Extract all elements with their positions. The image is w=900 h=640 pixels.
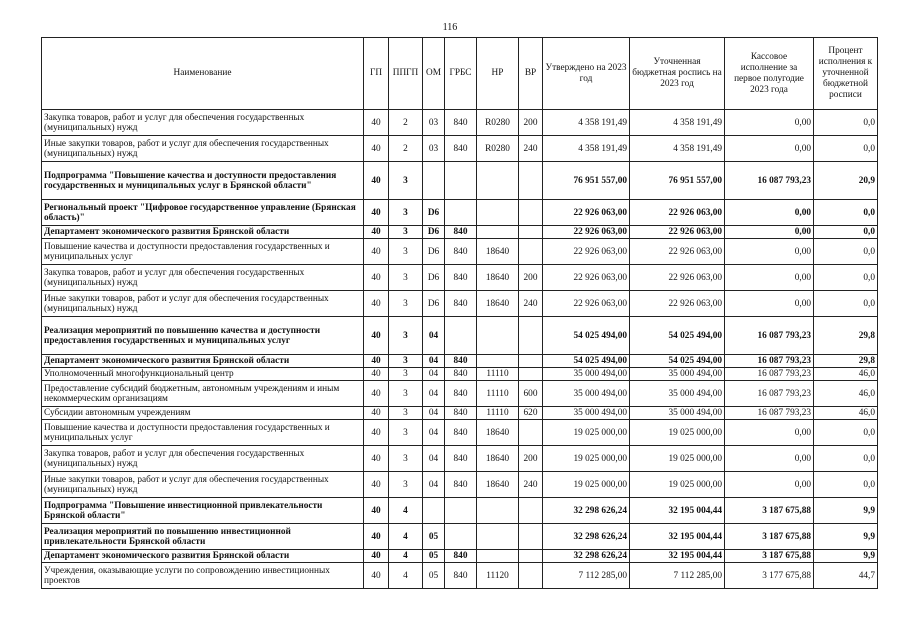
header-refined: Уточненная бюджетная роспись на 2023 год	[630, 38, 725, 110]
cell-cash: 16 087 793,23	[725, 407, 814, 420]
cell-gp: 40	[364, 563, 389, 589]
cell-grbs: 840	[445, 355, 477, 368]
cell-np	[477, 550, 519, 563]
cell-cash: 0,00	[725, 226, 814, 239]
cell-approved: 35 000 494,00	[543, 381, 630, 407]
cell-name: Реализация мероприятий по повышению качества и доступности предоставления государственных и муниципальных услуг	[42, 317, 364, 355]
cell-vr	[519, 355, 543, 368]
cell-name: Учреждения, оказывающие услуги по сопровождению инвестиционных проектов	[42, 563, 364, 589]
cell-vr	[519, 550, 543, 563]
cell-percent: 46,0	[814, 368, 878, 381]
cell-ppgp: 2	[389, 136, 423, 162]
cell-approved: 76 951 557,00	[543, 162, 630, 200]
cell-np: R0280	[477, 136, 519, 162]
cell-ppgp: 3	[389, 200, 423, 226]
cell-vr	[519, 368, 543, 381]
cell-ppgp: 3	[389, 317, 423, 355]
cell-om: 05	[423, 524, 445, 550]
cell-vr	[519, 317, 543, 355]
cell-refined: 22 926 063,00	[630, 200, 725, 226]
cell-approved: 22 926 063,00	[543, 291, 630, 317]
cell-ppgp: 3	[389, 407, 423, 420]
cell-approved: 19 025 000,00	[543, 472, 630, 498]
header-approved: Утверждено на 2023 год	[543, 38, 630, 110]
cell-ppgp: 3	[389, 239, 423, 265]
header-cash: Кассовое исполнение за первое полугодие 2023 года	[725, 38, 814, 110]
cell-grbs: 840	[445, 226, 477, 239]
cell-percent: 0,0	[814, 200, 878, 226]
cell-om	[423, 162, 445, 200]
cell-gp: 40	[364, 381, 389, 407]
cell-name: Иные закупки товаров, работ и услуг для обеспечения государственных (муниципальных) нужд	[42, 136, 364, 162]
cell-approved: 7 112 285,00	[543, 563, 630, 589]
cell-cash: 16 087 793,23	[725, 368, 814, 381]
cell-name: Департамент экономического развития Брянской области	[42, 226, 364, 239]
cell-cash: 0,00	[725, 110, 814, 136]
cell-percent: 0,0	[814, 136, 878, 162]
header-vr: ВР	[519, 38, 543, 110]
cell-grbs	[445, 498, 477, 524]
table-row	[42, 226, 878, 239]
cell-approved: 32 298 626,24	[543, 524, 630, 550]
cell-gp: 40	[364, 162, 389, 200]
table-row	[42, 381, 878, 407]
cell-name: Закупка товаров, работ и услуг для обеспечения государственных (муниципальных) нужд	[42, 265, 364, 291]
cell-vr	[519, 524, 543, 550]
cell-cash: 0,00	[725, 472, 814, 498]
cell-refined: 22 926 063,00	[630, 226, 725, 239]
table-row	[42, 265, 878, 291]
table-row	[42, 239, 878, 265]
cell-vr: 200	[519, 265, 543, 291]
cell-gp: 40	[364, 355, 389, 368]
table-row	[42, 563, 878, 589]
cell-gp: 40	[364, 407, 389, 420]
header-ppgp: ППГП	[389, 38, 423, 110]
cell-grbs: 840	[445, 420, 477, 446]
cell-refined: 22 926 063,00	[630, 239, 725, 265]
cell-np: 18640	[477, 291, 519, 317]
cell-cash: 16 087 793,23	[725, 381, 814, 407]
cell-om: 05	[423, 563, 445, 589]
cell-refined: 54 025 494,00	[630, 355, 725, 368]
cell-grbs: 840	[445, 446, 477, 472]
cell-ppgp: 4	[389, 563, 423, 589]
cell-vr: 240	[519, 136, 543, 162]
cell-cash: 0,00	[725, 265, 814, 291]
cell-name: Предоставление субсидий бюджетным, автономным учреждениям и иным некоммерческим организациям	[42, 381, 364, 407]
cell-cash: 0,00	[725, 446, 814, 472]
cell-grbs	[445, 162, 477, 200]
cell-percent: 44,7	[814, 563, 878, 589]
cell-om: 04	[423, 381, 445, 407]
cell-vr	[519, 498, 543, 524]
cell-refined: 54 025 494,00	[630, 317, 725, 355]
cell-np	[477, 355, 519, 368]
cell-grbs: 840	[445, 291, 477, 317]
table-row	[42, 162, 878, 200]
cell-refined: 32 195 004,44	[630, 498, 725, 524]
header-name: Наименование	[42, 38, 364, 110]
cell-approved: 22 926 063,00	[543, 265, 630, 291]
cell-percent: 0,0	[814, 239, 878, 265]
cell-ppgp: 3	[389, 368, 423, 381]
cell-name: Подпрограмма "Повышение качества и доступности предоставления государственных и муниципальных услуг в Брянской области"	[42, 162, 364, 200]
cell-om: 04	[423, 355, 445, 368]
cell-vr	[519, 162, 543, 200]
cell-ppgp: 3	[389, 291, 423, 317]
cell-gp: 40	[364, 368, 389, 381]
cell-om: D6	[423, 200, 445, 226]
cell-vr: 240	[519, 472, 543, 498]
cell-gp: 40	[364, 200, 389, 226]
cell-approved: 4 358 191,49	[543, 110, 630, 136]
cell-cash: 3 187 675,88	[725, 498, 814, 524]
cell-np: 18640	[477, 472, 519, 498]
cell-cash: 3 187 675,88	[725, 550, 814, 563]
cell-cash: 0,00	[725, 420, 814, 446]
cell-ppgp: 3	[389, 446, 423, 472]
cell-percent: 0,0	[814, 291, 878, 317]
cell-cash: 3 177 675,88	[725, 563, 814, 589]
cell-refined: 19 025 000,00	[630, 472, 725, 498]
cell-gp: 40	[364, 265, 389, 291]
table-row	[42, 291, 878, 317]
cell-np: 11110	[477, 368, 519, 381]
cell-gp: 40	[364, 524, 389, 550]
cell-refined: 7 112 285,00	[630, 563, 725, 589]
cell-percent: 29,8	[814, 355, 878, 368]
cell-vr	[519, 239, 543, 265]
cell-approved: 32 298 626,24	[543, 498, 630, 524]
header-np: НР	[477, 38, 519, 110]
cell-om: 04	[423, 368, 445, 381]
cell-cash: 16 087 793,23	[725, 355, 814, 368]
cell-grbs: 840	[445, 472, 477, 498]
cell-ppgp: 3	[389, 265, 423, 291]
cell-vr	[519, 200, 543, 226]
cell-refined: 35 000 494,00	[630, 368, 725, 381]
cell-percent: 0,0	[814, 472, 878, 498]
cell-percent: 0,0	[814, 420, 878, 446]
cell-grbs	[445, 200, 477, 226]
cell-cash: 0,00	[725, 291, 814, 317]
cell-percent: 46,0	[814, 407, 878, 420]
cell-grbs: 840	[445, 381, 477, 407]
cell-ppgp: 3	[389, 381, 423, 407]
cell-refined: 19 025 000,00	[630, 446, 725, 472]
cell-om: 03	[423, 136, 445, 162]
cell-name: Закупка товаров, работ и услуг для обеспечения государственных (муниципальных) нужд	[42, 110, 364, 136]
cell-percent: 29,8	[814, 317, 878, 355]
table-row	[42, 136, 878, 162]
cell-cash: 16 087 793,23	[725, 162, 814, 200]
header-grbs: ГРБС	[445, 38, 477, 110]
table-row	[42, 498, 878, 524]
cell-np: 18640	[477, 265, 519, 291]
cell-percent: 9,9	[814, 498, 878, 524]
cell-gp: 40	[364, 550, 389, 563]
cell-refined: 4 358 191,49	[630, 110, 725, 136]
cell-approved: 19 025 000,00	[543, 446, 630, 472]
cell-grbs: 840	[445, 368, 477, 381]
cell-refined: 35 000 494,00	[630, 381, 725, 407]
cell-np: 11120	[477, 563, 519, 589]
cell-grbs: 840	[445, 563, 477, 589]
cell-np: 11110	[477, 381, 519, 407]
cell-vr	[519, 563, 543, 589]
cell-name: Субсидии автономным учреждениям	[42, 407, 364, 420]
cell-name: Департамент экономического развития Брянской области	[42, 550, 364, 563]
cell-name: Уполномоченный многофункциональный центр	[42, 368, 364, 381]
cell-approved: 22 926 063,00	[543, 200, 630, 226]
cell-gp: 40	[364, 136, 389, 162]
cell-grbs: 840	[445, 136, 477, 162]
cell-cash: 0,00	[725, 200, 814, 226]
cell-om: D6	[423, 226, 445, 239]
table-row	[42, 200, 878, 226]
cell-gp: 40	[364, 226, 389, 239]
cell-gp: 40	[364, 472, 389, 498]
cell-gp: 40	[364, 291, 389, 317]
cell-name: Повышение качества и доступности предоставления государственных и муниципальных услуг	[42, 239, 364, 265]
cell-approved: 35 000 494,00	[543, 368, 630, 381]
cell-cash: 3 187 675,88	[725, 524, 814, 550]
cell-approved: 54 025 494,00	[543, 355, 630, 368]
cell-np: 18640	[477, 239, 519, 265]
cell-grbs: 840	[445, 239, 477, 265]
cell-np	[477, 524, 519, 550]
cell-vr: 240	[519, 291, 543, 317]
cell-percent: 0,0	[814, 265, 878, 291]
budget-table	[41, 37, 878, 589]
cell-cash: 0,00	[725, 239, 814, 265]
cell-om: D6	[423, 291, 445, 317]
cell-name: Региональный проект "Цифровое государственное управление (Брянская область)"	[42, 200, 364, 226]
cell-refined: 35 000 494,00	[630, 407, 725, 420]
cell-grbs: 840	[445, 110, 477, 136]
cell-ppgp: 3	[389, 162, 423, 200]
cell-name: Департамент экономического развития Брянской области	[42, 355, 364, 368]
cell-refined: 22 926 063,00	[630, 291, 725, 317]
cell-om: 05	[423, 550, 445, 563]
cell-ppgp: 4	[389, 550, 423, 563]
cell-approved: 19 025 000,00	[543, 420, 630, 446]
cell-om: D6	[423, 239, 445, 265]
table-row	[42, 407, 878, 420]
cell-percent: 46,0	[814, 381, 878, 407]
table-row	[42, 550, 878, 563]
cell-percent: 9,9	[814, 550, 878, 563]
cell-ppgp: 2	[389, 110, 423, 136]
header-om: ОМ	[423, 38, 445, 110]
cell-cash: 0,00	[725, 136, 814, 162]
cell-percent: 9,9	[814, 524, 878, 550]
cell-grbs	[445, 317, 477, 355]
cell-ppgp: 4	[389, 524, 423, 550]
cell-name: Подпрограмма "Повышение инвестиционной привлекательности Брянской области"	[42, 498, 364, 524]
cell-refined: 4 358 191,49	[630, 136, 725, 162]
cell-np: R0280	[477, 110, 519, 136]
header-row	[42, 38, 878, 110]
cell-grbs	[445, 524, 477, 550]
table-row	[42, 317, 878, 355]
page-number: 116	[442, 22, 458, 33]
cell-np	[477, 200, 519, 226]
table-row	[42, 355, 878, 368]
cell-om: 04	[423, 420, 445, 446]
cell-percent: 20,9	[814, 162, 878, 200]
cell-vr: 200	[519, 446, 543, 472]
cell-refined: 32 195 004,44	[630, 550, 725, 563]
cell-approved: 22 926 063,00	[543, 226, 630, 239]
cell-percent: 0,0	[814, 226, 878, 239]
table-row	[42, 110, 878, 136]
cell-cash: 16 087 793,23	[725, 317, 814, 355]
cell-om: 04	[423, 317, 445, 355]
cell-om: 03	[423, 110, 445, 136]
cell-gp: 40	[364, 420, 389, 446]
cell-vr: 200	[519, 110, 543, 136]
cell-gp: 40	[364, 110, 389, 136]
cell-name: Иные закупки товаров, работ и услуг для обеспечения государственных (муниципальных) нужд	[42, 472, 364, 498]
table-row	[42, 472, 878, 498]
cell-vr	[519, 420, 543, 446]
cell-name: Закупка товаров, работ и услуг для обеспечения государственных (муниципальных) нужд	[42, 446, 364, 472]
cell-ppgp: 3	[389, 472, 423, 498]
cell-name: Иные закупки товаров, работ и услуг для обеспечения государственных (муниципальных) нужд	[42, 291, 364, 317]
cell-approved: 32 298 626,24	[543, 550, 630, 563]
cell-om: 04	[423, 407, 445, 420]
table-row	[42, 368, 878, 381]
table-row	[42, 524, 878, 550]
cell-np: 18640	[477, 446, 519, 472]
cell-om: 04	[423, 446, 445, 472]
cell-np	[477, 498, 519, 524]
cell-vr	[519, 226, 543, 239]
cell-om: D6	[423, 265, 445, 291]
cell-ppgp: 3	[389, 355, 423, 368]
cell-vr: 600	[519, 381, 543, 407]
table-row	[42, 420, 878, 446]
cell-om: 04	[423, 472, 445, 498]
cell-refined: 22 926 063,00	[630, 265, 725, 291]
cell-refined: 32 195 004,44	[630, 524, 725, 550]
header-percent: Процент исполнения к уточненной бюджетной росписи	[814, 38, 878, 110]
cell-grbs: 840	[445, 407, 477, 420]
cell-approved: 54 025 494,00	[543, 317, 630, 355]
cell-om	[423, 498, 445, 524]
cell-ppgp: 4	[389, 498, 423, 524]
cell-approved: 4 358 191,49	[543, 136, 630, 162]
cell-gp: 40	[364, 317, 389, 355]
cell-refined: 76 951 557,00	[630, 162, 725, 200]
cell-name: Повышение качества и доступности предоставления государственных и муниципальных услуг	[42, 420, 364, 446]
cell-approved: 35 000 494,00	[543, 407, 630, 420]
cell-np: 11110	[477, 407, 519, 420]
table-row	[42, 446, 878, 472]
cell-name: Реализация мероприятий по повышению инвестиционной привлекательности Брянской области	[42, 524, 364, 550]
cell-percent: 0,0	[814, 110, 878, 136]
cell-grbs: 840	[445, 550, 477, 563]
header-gp: ГП	[364, 38, 389, 110]
cell-grbs: 840	[445, 265, 477, 291]
cell-np	[477, 162, 519, 200]
cell-np	[477, 317, 519, 355]
cell-gp: 40	[364, 239, 389, 265]
cell-vr: 620	[519, 407, 543, 420]
cell-np	[477, 226, 519, 239]
cell-gp: 40	[364, 446, 389, 472]
cell-ppgp: 3	[389, 226, 423, 239]
cell-approved: 22 926 063,00	[543, 239, 630, 265]
cell-percent: 0,0	[814, 446, 878, 472]
cell-refined: 19 025 000,00	[630, 420, 725, 446]
cell-gp: 40	[364, 498, 389, 524]
cell-np: 18640	[477, 420, 519, 446]
cell-ppgp: 3	[389, 420, 423, 446]
